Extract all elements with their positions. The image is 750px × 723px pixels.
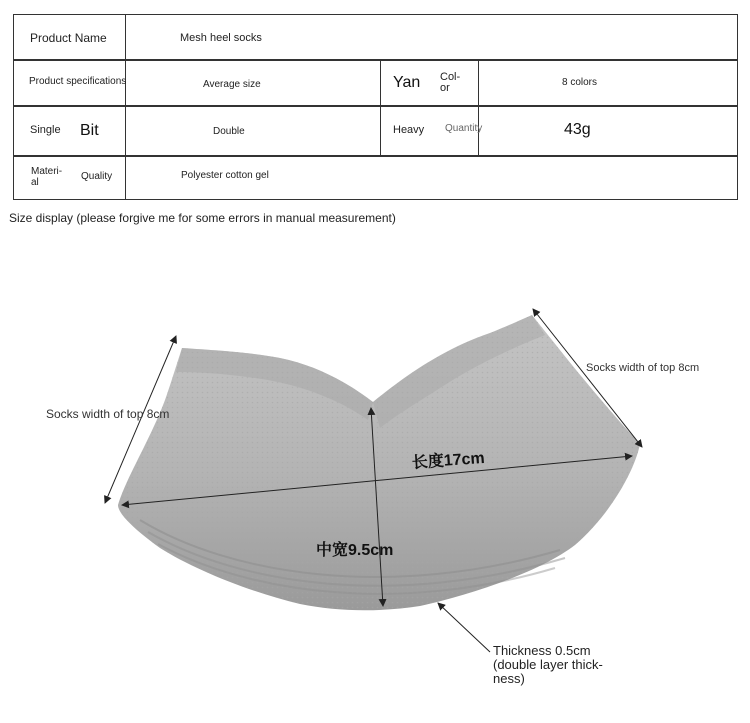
product-name-value: Mesh heel socks [180,32,262,44]
product-name-label: Product Name [30,31,107,45]
single-label-b: Bit [80,122,99,139]
right-width-label: Socks width of top 8cm [586,362,700,374]
color-label-a: Yan [393,74,421,91]
color-value: 8 colors [562,77,598,88]
single-label-a: Single [30,124,61,136]
thickness-label-3: ness) [493,671,525,686]
thickness-label-1: Thickness 0.5cm [493,643,591,658]
length-label: 长度17cm [411,449,486,472]
thickness-label-2: (double layer thick- [493,657,603,672]
single-value: Double [213,126,245,137]
material-label-a2: al [31,177,39,188]
left-width-label: Socks width of top 8cm [46,407,170,421]
specifications-value: Average size [203,79,261,90]
weight-label-b: Quantity [445,123,483,134]
color-label-b1: Col- [440,71,461,83]
weight-label-a: Heavy [393,124,425,136]
material-label-b: Quality [81,171,113,182]
thickness-pointer [438,603,490,652]
middle-width-label: 中宽9.5cm [316,542,394,559]
material-label-a1: Materi- [31,166,63,177]
material-value: Polyester cotton gel [181,170,269,181]
color-label-b2: or [440,82,450,94]
specifications-label: Product specifications [29,76,127,87]
size-display-caption: Size display (please forgive me for some errors in manual measurement) [9,211,396,225]
weight-value: 43g [564,121,591,138]
